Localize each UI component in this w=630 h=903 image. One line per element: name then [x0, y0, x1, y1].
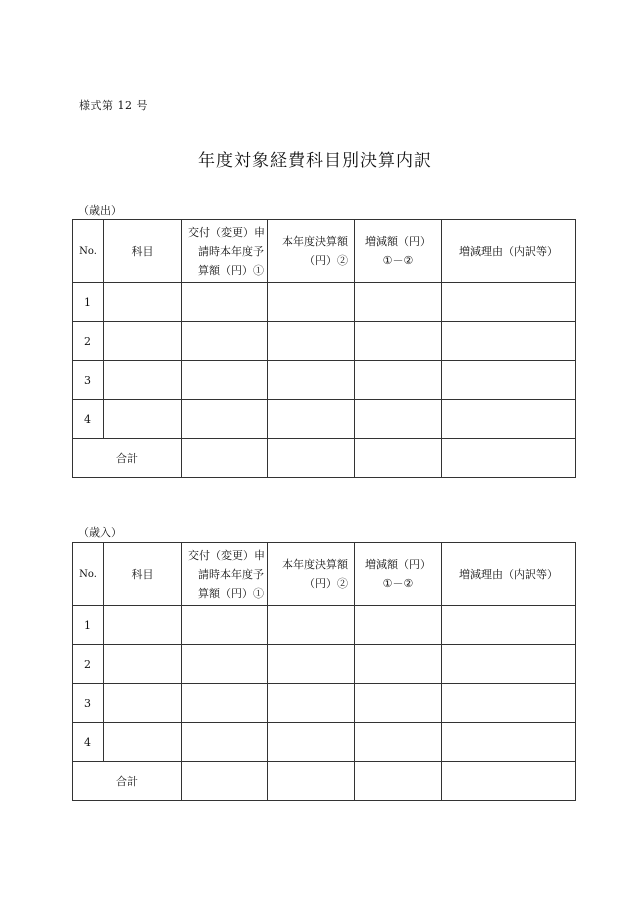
row-number: 2 — [73, 645, 104, 684]
difference-cell[interactable] — [355, 723, 442, 762]
row-number: 3 — [73, 361, 104, 400]
reason-cell[interactable] — [442, 606, 576, 645]
budget-cell[interactable] — [182, 723, 268, 762]
total-difference-cell[interactable] — [355, 762, 442, 801]
header-item: 科目 — [104, 543, 182, 606]
header-budget-line1: 交付（変更）申 — [188, 548, 265, 562]
header-difference — [355, 543, 442, 606]
header-no: No. — [73, 543, 104, 606]
settlement-cell[interactable] — [268, 645, 355, 684]
revenue-table — [72, 542, 576, 801]
total-settlement-cell[interactable] — [268, 762, 355, 801]
row-number: 4 — [73, 723, 104, 762]
total-row — [73, 762, 576, 801]
budget-cell[interactable] — [182, 684, 268, 723]
item-cell[interactable] — [104, 645, 182, 684]
settlement-cell[interactable] — [268, 606, 355, 645]
header-settlement-line1: 本年度決算額 — [282, 235, 348, 248]
difference-cell[interactable] — [355, 322, 442, 361]
expenditure-table — [72, 219, 576, 478]
settlement-cell[interactable] — [268, 322, 355, 361]
settlement-cell[interactable] — [268, 283, 355, 322]
reason-cell[interactable] — [442, 322, 576, 361]
total-budget-cell[interactable] — [182, 439, 268, 478]
settlement-cell[interactable] — [268, 723, 355, 762]
total-difference-cell[interactable] — [355, 439, 442, 478]
header-budget-line3: 算額（円）① — [198, 586, 264, 600]
table-header-row — [73, 220, 576, 283]
item-cell[interactable] — [104, 684, 182, 723]
row-number: 4 — [73, 400, 104, 439]
header-budget — [182, 220, 268, 283]
table-row — [73, 684, 576, 723]
budget-cell[interactable] — [182, 283, 268, 322]
budget-cell[interactable] — [182, 361, 268, 400]
item-cell[interactable] — [104, 723, 182, 762]
header-difference-line1: 増減額（円） — [365, 558, 431, 571]
header-budget-line2: 請時本年度予 — [198, 244, 264, 258]
total-label: 合計 — [73, 439, 182, 478]
header-budget — [182, 543, 268, 606]
reason-cell[interactable] — [442, 400, 576, 439]
total-row — [73, 439, 576, 478]
header-budget-line1: 交付（変更）申 — [188, 225, 265, 239]
difference-cell[interactable] — [355, 400, 442, 439]
table-row — [73, 400, 576, 439]
table-row — [73, 723, 576, 762]
header-budget-line2: 請時本年度予 — [198, 567, 264, 581]
reason-cell[interactable] — [442, 684, 576, 723]
table-row — [73, 645, 576, 684]
header-reason: 増減理由（内訳等） — [442, 543, 576, 606]
table-row — [73, 606, 576, 645]
total-reason-cell[interactable] — [442, 439, 576, 478]
difference-cell[interactable] — [355, 283, 442, 322]
settlement-cell[interactable] — [268, 684, 355, 723]
settlement-cell[interactable] — [268, 400, 355, 439]
table-row — [73, 361, 576, 400]
reason-cell[interactable] — [442, 283, 576, 322]
item-cell[interactable] — [104, 322, 182, 361]
document-title: 年度対象経費科目別決算内訳 — [198, 151, 432, 171]
total-label: 合計 — [73, 762, 182, 801]
reason-cell[interactable] — [442, 361, 576, 400]
difference-cell[interactable] — [355, 606, 442, 645]
total-settlement-cell[interactable] — [268, 439, 355, 478]
budget-cell[interactable] — [182, 400, 268, 439]
section-label-revenue: （歳入） — [78, 526, 122, 539]
difference-cell[interactable] — [355, 684, 442, 723]
total-reason-cell[interactable] — [442, 762, 576, 801]
budget-cell[interactable] — [182, 322, 268, 361]
total-budget-cell[interactable] — [182, 762, 268, 801]
table-row — [73, 322, 576, 361]
item-cell[interactable] — [104, 283, 182, 322]
table-header-row — [73, 543, 576, 606]
header-difference-line2: ①－② — [382, 577, 414, 590]
difference-cell[interactable] — [355, 645, 442, 684]
header-budget-line3: 算額（円）① — [198, 263, 264, 277]
section-label-expenditure: （歳出） — [78, 204, 122, 217]
reason-cell[interactable] — [442, 723, 576, 762]
budget-cell[interactable] — [182, 606, 268, 645]
header-no: No. — [73, 220, 104, 283]
header-settlement-line1: 本年度決算額 — [282, 558, 348, 571]
item-cell[interactable] — [104, 400, 182, 439]
form-number: 様式第 12 号 — [79, 99, 148, 112]
settlement-cell[interactable] — [268, 361, 355, 400]
header-item: 科目 — [104, 220, 182, 283]
table-row — [73, 283, 576, 322]
header-difference — [355, 220, 442, 283]
row-number: 3 — [73, 684, 104, 723]
header-reason: 増減理由（内訳等） — [442, 220, 576, 283]
header-settlement-line2: （円）② — [304, 577, 348, 590]
header-settlement — [268, 220, 355, 283]
header-settlement — [268, 543, 355, 606]
item-cell[interactable] — [104, 361, 182, 400]
item-cell[interactable] — [104, 606, 182, 645]
header-difference-line1: 増減額（円） — [365, 235, 431, 248]
budget-cell[interactable] — [182, 645, 268, 684]
difference-cell[interactable] — [355, 361, 442, 400]
header-difference-line2: ①－② — [382, 254, 414, 267]
row-number: 1 — [73, 283, 104, 322]
reason-cell[interactable] — [442, 645, 576, 684]
row-number: 1 — [73, 606, 104, 645]
header-settlement-line2: （円）② — [304, 254, 348, 267]
row-number: 2 — [73, 322, 104, 361]
